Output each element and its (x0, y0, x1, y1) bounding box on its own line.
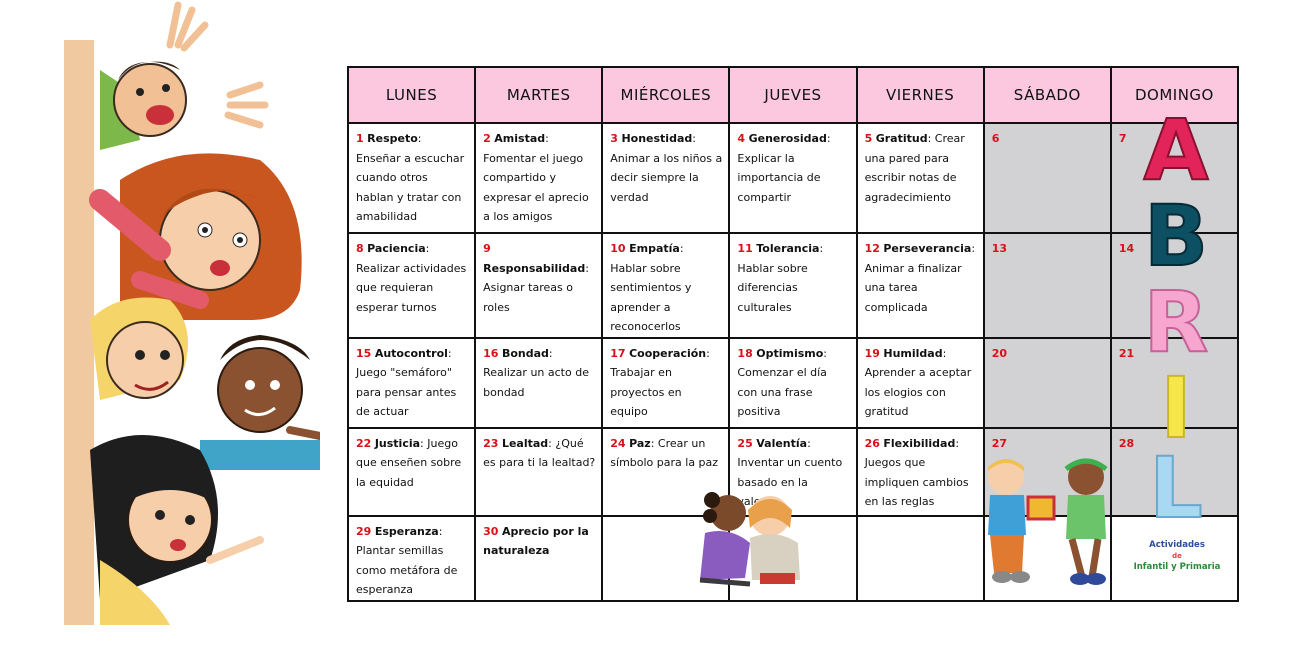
logo-line2: de (1172, 552, 1182, 560)
day-cell (602, 123, 729, 233)
day-number: 3 (610, 132, 618, 145)
day-number: 6 (991, 132, 1000, 145)
day-cell (348, 516, 475, 601)
day-description: : Aprender a aceptar los elogios con gratitud (864, 346, 972, 418)
day-cell (857, 123, 984, 233)
kid-2 (100, 153, 302, 320)
site-logo (1118, 540, 1236, 573)
day-description: : Animar a los niños a decir siempre la verdad (610, 132, 723, 204)
month-letter-a: A (1143, 101, 1209, 199)
day-number: 4 (737, 132, 746, 145)
day-title: Humildad (883, 346, 943, 360)
day-title: Flexibilidad (883, 436, 956, 450)
empty-cell (857, 516, 984, 601)
day-description: : Explicar la importancia de compartir (737, 132, 831, 204)
day-description: : ¿Qué es para ti la lealtad? (483, 436, 596, 469)
day-number: 25 (737, 436, 753, 450)
day-number: 2 (483, 132, 491, 145)
day-number: 18 (737, 346, 753, 360)
header-miercoles: MIÉRCOLES (602, 67, 729, 123)
day-number: 30 (483, 524, 499, 538)
day-title: Autocontrol (374, 346, 448, 360)
weekday-header-row (348, 67, 1238, 123)
weekend-cell (984, 233, 1111, 338)
day-description: : Juego que enseñen sobre la equidad (356, 436, 462, 489)
day-number: 29 (356, 524, 372, 538)
month-letter-r: R (1143, 273, 1209, 371)
day-title: Bondad (501, 346, 549, 360)
day-description: : Fomentar el juego compartido y expresar el aprecio a los amigos (483, 132, 589, 223)
day-title: Paz (629, 436, 651, 450)
day-title: Perseverancia (883, 242, 972, 255)
day-number: 9 (483, 242, 491, 255)
day-number: 11 (737, 242, 753, 255)
week-row (348, 123, 1238, 233)
week-row (348, 233, 1238, 338)
day-number: 22 (356, 436, 372, 450)
day-description: : Plantar semillas como metáfora de esperanza (356, 524, 458, 596)
day-description: : Realizar un acto de bondad (483, 346, 589, 399)
day-cell (729, 123, 856, 233)
day-number: 14 (1118, 242, 1135, 255)
day-title: Aprecio por la naturaleza (483, 524, 589, 557)
day-number: 26 (864, 436, 880, 450)
day-description: : Animar a finalizar una tarea complicada (864, 242, 976, 314)
day-title: Gratitud (875, 132, 928, 145)
day-number: 27 (991, 436, 1008, 450)
day-description: : Comenzar el día con una frase positiva (737, 346, 828, 418)
weekend-cell (984, 338, 1111, 428)
day-title: Tolerancia (756, 242, 820, 255)
day-title: Esperanza (374, 524, 439, 538)
day-cell (475, 516, 602, 601)
day-description: : Juego "semáforo" para pensar antes de actuar (356, 346, 457, 418)
day-number: 12 (864, 242, 880, 255)
week-row (348, 338, 1238, 428)
day-description: : Hablar sobre diferencias culturales (737, 242, 824, 314)
header-sabado: SÁBADO (984, 67, 1111, 123)
day-title: Generosidad (748, 132, 827, 145)
children-illustration (60, 0, 320, 630)
day-number: 23 (483, 436, 499, 450)
header-jueves: JUEVES (729, 67, 856, 123)
day-title: Lealtad (501, 436, 549, 450)
kid-4 (200, 335, 320, 470)
day-cell (602, 338, 729, 428)
side-strip (64, 40, 94, 625)
day-number: 28 (1118, 436, 1135, 450)
day-title: Justicia (374, 436, 421, 450)
day-title: Honestidad (621, 132, 693, 145)
day-number: 5 (864, 132, 873, 145)
day-number: 17 (610, 346, 626, 360)
month-letter-b: B (1143, 187, 1209, 285)
day-cell (348, 233, 475, 338)
day-number: 13 (991, 242, 1008, 255)
day-number: 1 (356, 132, 364, 145)
day-title: Optimismo (756, 346, 824, 360)
day-title: Cooperación (629, 346, 707, 360)
month-letter-l: L (1149, 439, 1203, 537)
day-title: Respeto (367, 132, 418, 145)
logo-line3: Infantil y Primaria (1133, 562, 1221, 572)
day-cell (348, 338, 475, 428)
month-title (1128, 101, 1224, 538)
day-description: : Crear un símbolo para la paz (610, 436, 719, 469)
day-cell (857, 233, 984, 338)
logo-line1: Actividades (1149, 540, 1205, 550)
day-cell (729, 338, 856, 428)
day-number: 16 (483, 346, 499, 360)
day-description: : Inventar un cuento basado en la (737, 436, 843, 489)
header-viernes: VIERNES (857, 67, 984, 123)
day-number: 8 (356, 242, 364, 255)
weekend-cell (984, 123, 1111, 233)
day-cell (475, 123, 602, 233)
gift-kids-illustration (978, 455, 1116, 587)
day-number: 19 (864, 346, 880, 360)
day-cell (475, 233, 602, 338)
day-title: Empatía (629, 242, 680, 255)
day-description: : Realizar actividades que requieran esperar turnos (356, 242, 467, 314)
day-title: Amistad (494, 132, 546, 145)
header-lunes: LUNES (348, 67, 475, 123)
day-number: 24 (610, 436, 626, 450)
day-cell (602, 233, 729, 338)
day-description: : Asignar tareas o roles (483, 261, 589, 314)
hugging-kids-illustration (690, 488, 810, 588)
header-martes: MARTES (475, 67, 602, 123)
header-domingo: DOMINGO (1111, 67, 1238, 123)
day-cell (475, 338, 602, 428)
day-number: 21 (1118, 346, 1135, 360)
day-description: : Juegos que impliquen cambios en las reglas (864, 436, 969, 508)
day-number: 7 (1118, 132, 1127, 145)
day-title: Paciencia (367, 242, 426, 255)
day-description: : Enseñar a escuchar cuando otros hablan y tratar con amabilidad (356, 132, 465, 223)
day-title: Valentía (756, 436, 808, 450)
day-number: 20 (991, 346, 1008, 360)
day-number: 10 (610, 242, 626, 255)
kid-3 (90, 298, 188, 401)
day-description: : Trabajar en proyectos en equipo (610, 346, 710, 418)
day-title: Responsabilidad (483, 261, 586, 275)
day-cell (857, 428, 984, 516)
kid-1 (100, 5, 265, 150)
month-letter-i: I (1160, 359, 1192, 457)
day-cell (857, 338, 984, 428)
day-number: 15 (356, 346, 372, 360)
day-description: : Crear una pared para escribir notas de agradecimiento (864, 132, 965, 204)
day-cell (348, 123, 475, 233)
day-cell (348, 428, 475, 516)
day-cell (475, 428, 602, 516)
day-description: : Hablar sobre sentimientos y aprender a reconocerlos (610, 242, 692, 333)
day-cell (729, 233, 856, 338)
